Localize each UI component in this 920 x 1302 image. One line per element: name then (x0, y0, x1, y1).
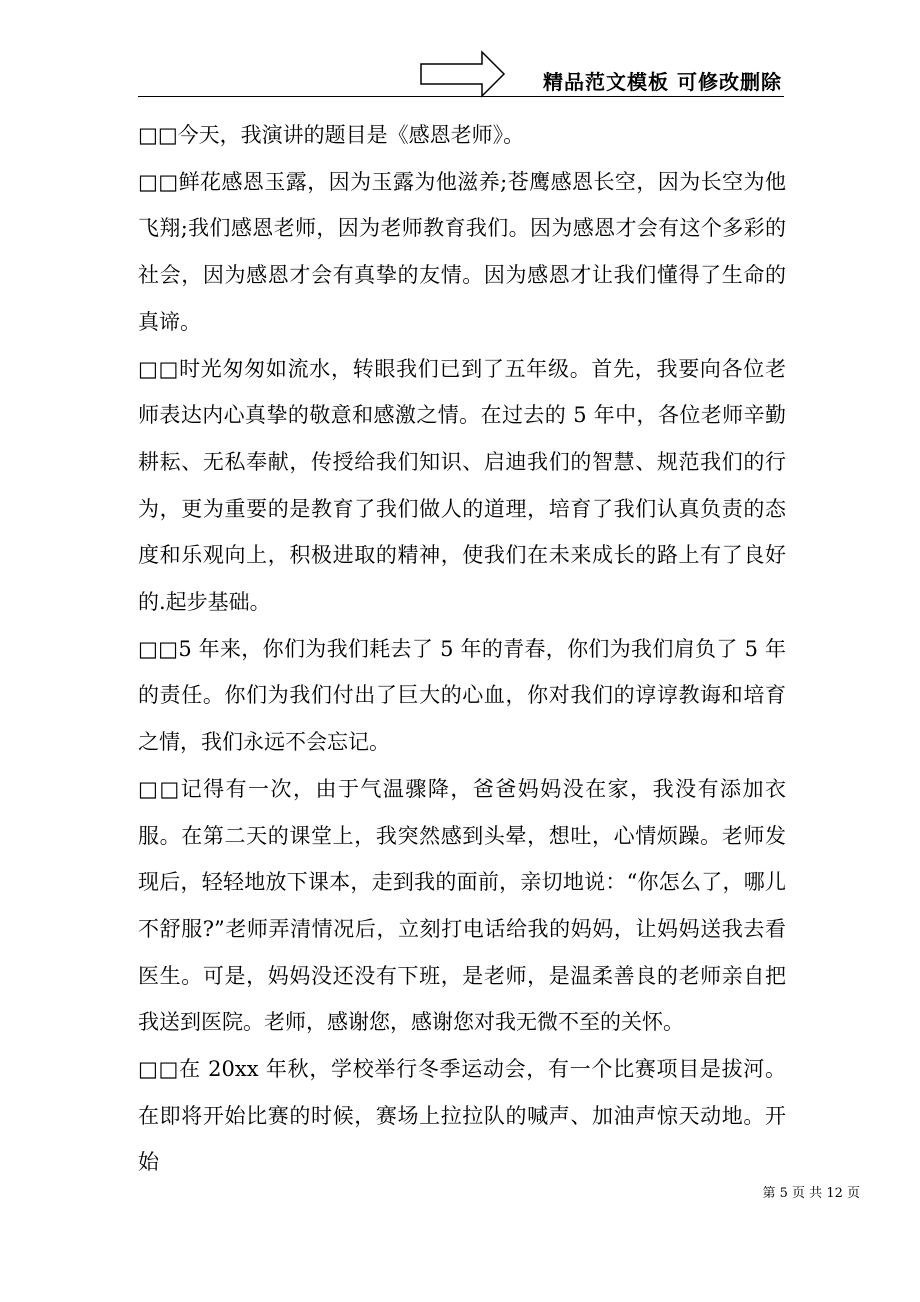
header-title: 精品范文模板 可修改删除 (543, 70, 782, 94)
paragraph: □□时光匆匆如流水，转眼我们已到了五年级。首先，我要向各位老师表达内心真挚的敬意和感激之情。在过去的 5 年中，各位老师辛勤耕耘、无私奉献，传授给我们知识、启迪我们的智慧、规范我们的行为，更为重要的是教育了我们做人的道理，培育了我们认真负责的态度和乐观向上，积极进取的精神，使我们在未来成长的路上有了良好的.起步基础。 (138, 356, 786, 615)
paragraph: □□记得有一次，由于气温骤降，爸爸妈妈没在家，我没有添加衣服。在第二天的课堂上，我突然感到头晕，想吐，心情烦躁。老师发现后，轻轻地放下课本，走到我的面前，亲切地说：“你怎么了，哪儿不舒服?”老师弄清情况后，立刻打电话给我的妈妈，让妈妈送我去看医生。可是，妈妈没还没有下班，是老师，是温柔善良的老师亲自把我送到医院。老师，感谢您，感谢您对我无微不至的关怀。 (138, 776, 786, 1035)
paragraph: □□5 年来，你们为我们耗去了 5 年的青春，你们为我们肩负了 5 年的责任。你们为我们付出了巨大的心血，你对我们的谆谆教诲和培育之情，我们永远不会忘记。 (138, 636, 786, 755)
paragraph: □□在 20xx 年秋，学校举行冬季运动会，有一个比赛项目是拔河。在即将开始比赛的时候，赛场上拉拉队的喊声、加油声惊天动地。开始 (138, 1057, 786, 1175)
header-divider (138, 96, 784, 97)
paragraph: □□今天，我演讲的题目是《感恩老师》。 (138, 123, 525, 147)
page-number: 第 5 页 共 12 页 (762, 1186, 860, 1201)
arrow-icon (420, 50, 506, 98)
paragraph: □□鲜花感恩玉露，因为玉露为他滋养;苍鹰感恩长空，因为长空为他飞翔;我们感恩老师，因为老师教育我们。因为感恩才会有这个多彩的社会，因为感恩才会有真挚的友情。因为感恩才让我们懂得了生命的真谛。 (138, 169, 786, 334)
article-body (138, 112, 786, 1186)
